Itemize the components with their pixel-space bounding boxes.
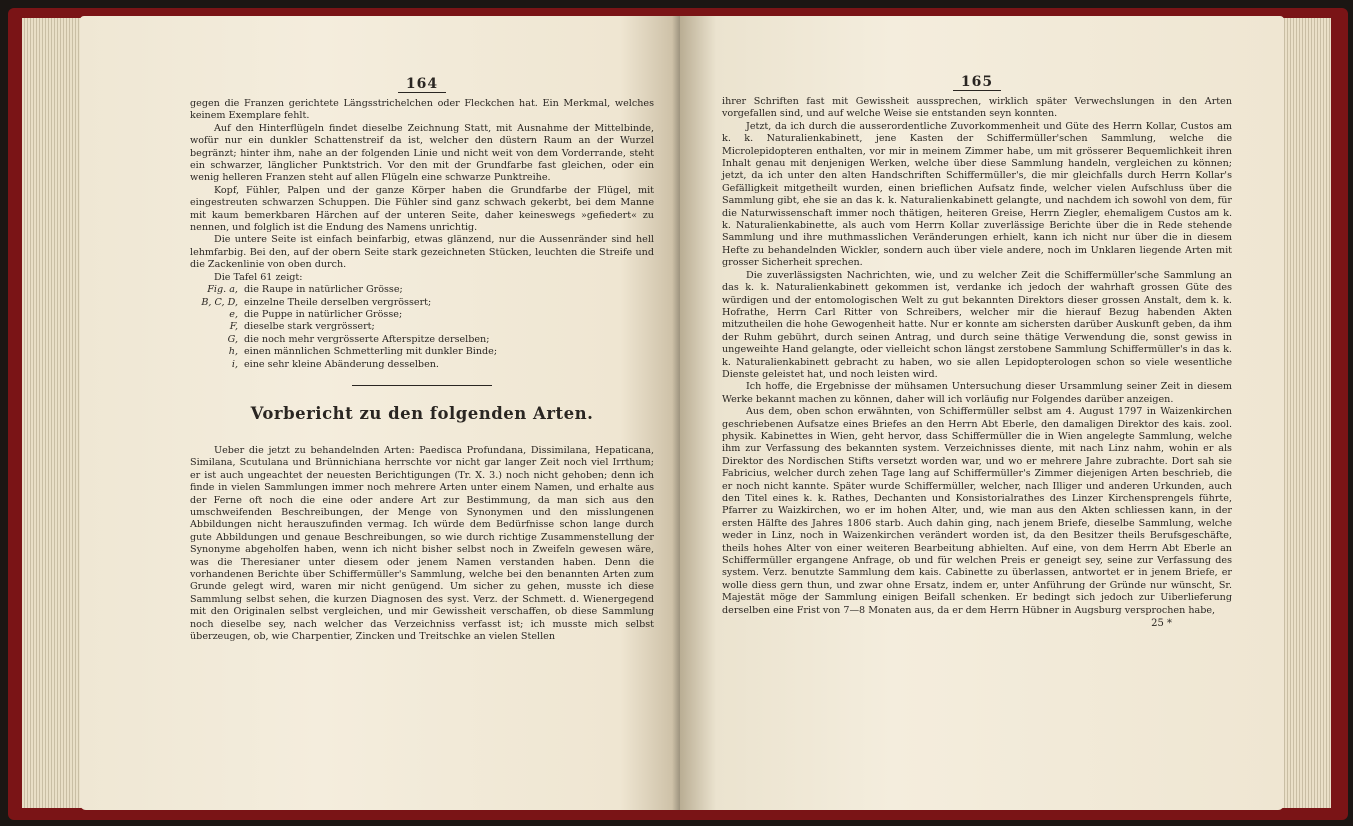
page-number: 164 <box>190 76 654 92</box>
paragraph: Aus dem, oben schon erwähnten, von Schiffermüller selbst am 4. August 1797 in Waizenkirchen geschriebenen Aufsatze eines Briefes an den Herrn Abt Eberle, den damaligen Direktor des kais. zool. physik. Kabinettes in Wien, geht hervor, dass Schiffermüller die in Wien angelegte Sammlung, welche ihm zur Verfassung des bekannten system. Verzeichnisses diente, mit nach Linz nahm, wohin er als Direktor des Nordischen Stifts versetzt worden war, und wo er mehrere Jahre zubrachte. Dort sah sie Fabricius, welcher durch zehen Tage lang auf Schiffermüller's Zimmer diejenigen Arten beschrieb, die er noch nicht kannte. Später wurde Schiffermüller, welcher, nach Illiger und anderen Urkunden, auch den Titel eines k. k. Rathes, Dechanten und Konsistorialrathes des Linzer Kirchensprengels führte, Pfarrer zu Waizkirchen, wo er im hohen Alter, und, wie man aus den Akten schliessen kann, in der ersten Hälfte des Jahres 1806 starb. Auch dahin ging, nach jenem Briefe, dieselbe Sammlung, welche weder in Linz, noch in Waizenkirchen verändert worden ist, da den Besitzer theils Berufsgeschäfte, theils hohes Alter von einer weiteren Bearbeitung abhielten. Auf eine, von dem Herrn Abt Eberle an Schiffermüller ergangene Anfrage, ob und für welchen Preis er geneigt sey, seine zur Verfassung des system. Verz. benutzte Sammlung dem kais. Cabinette zu überlassen, antwortet er in jenem Briefe, er wolle diess gern thun, und zwar ohne Ersatz, indem er, unter Anführung der Gründe nur wünscht, Sr. Majestät möge der Sammlung einigen Beifall schenken. Er bedingt sich jedoch zur Uiberlieferung derselben eine Frist von 7—8 Monaten aus, da er dem Herrn Hübner in Augsburg versprochen habe, <box>722 406 1232 616</box>
paragraph: Ich hoffe, die Ergebnisse der mühsamen Untersuchung dieser Ursammlung seiner Zeit in diesem Werke bekannt machen zu können, daher will ich vorläufig nur Folgendes darüber anzeigen. <box>722 381 1232 405</box>
paragraph: gegen die Franzen gerichtete Längsstrichelchen oder Fleckchen hat. Ein Merkmal, welches keinem Exemplare fehlt. <box>190 98 654 122</box>
divider <box>352 385 492 386</box>
figure-list <box>190 284 654 371</box>
figure-item: G, die noch mehr vergrösserte Afterspitze derselben; <box>227 333 490 345</box>
left-page <box>80 16 680 810</box>
paragraph: Jetzt, da ich durch die ausserordentliche Zuvorkommenheit und Güte des Herrn Kollar, Custos am k. k. Naturalienkabinett, jene Kasten der Schiffermüller'schen Sammlung, welche die Microlepidopteren enthalten, vor mir in meinem Zimmer habe, um mit grösserer Bequemlichkeit ihren Inhalt genau mit denjenigen Werken, welche über diese Sammlung handeln, vergleichen zu können; jetzt, da ich unter den alten Handschriften Schiffermüller's, die mir gleichfalls durch Herrn Kollar's Gefälligkeit mitgetheilt wurden, einen brieflichen Aufsatz finde, welcher vielen Aufschluss über die Sammlung gibt, ehe sie an das k. k. Naturalienkabinett gelangte, und nachdem ich sowohl von dem, für die Naturwissenschaft immer noch thätigen, heiteren Greise, Herrn Ziegler, ehemaligem Custos am k. k. Naturalienkabinette, als auch vom Herrn Kollar zuverlässige Berichte über die in Rede stehende Sammlung und ihre muthmasslichen Veränderungen erhielt, kann ich nicht nur über die in diesem Hefte zu behandelnden Wickler, sondern auch über viele andere, noch im Unklaren liegende Arten mit grosser Sicherheit sprechen. <box>722 120 1232 269</box>
paragraph: Auf den Hinterflügeln findet dieselbe Zeichnung Statt, mit Ausnahme der Mittelbinde, wofür nur ein dunkler Schattenstreif da ist, welcher den düstern Raum an der Wurzel begränzt; hinter ihm, nahe an der folgenden Linie und nicht weit von dem Vorderrande, steht ein schwarzer, länglicher Punktstrich. Vor den mit der Grundfarbe fast gleichen, oder ein wenig helleren Franzen steht auf allen Flügeln eine schwarze Punktreihe. <box>190 122 654 184</box>
section-heading: Vorbericht zu den folgenden Arten. <box>250 403 594 423</box>
figure-item: i, eine sehr kleine Abänderung desselben. <box>231 358 439 370</box>
left-page-text <box>190 98 654 643</box>
paragraph: Kopf, Fühler, Palpen und der ganze Körper haben die Grundfarbe der Flügel, mit eingestreuten schwarzen Schuppen. Die Fühler sind ganz schwach gekerbt, bei dem Manne mit kaum bemerkbaren Härchen auf der unteren Seite, daher keineswegs »gefiedert« zu nennen, und folglich ist die Endung des Namens unrichtig. <box>190 184 654 234</box>
right-page <box>680 16 1284 810</box>
figure-item: e, die Puppe in natürlicher Grösse; <box>229 308 403 320</box>
page-number: 165 <box>722 74 1232 90</box>
figure-item: F, dieselbe stark vergrössert; <box>229 321 375 333</box>
page-edges-right <box>1281 18 1331 808</box>
page-edges-left <box>22 18 82 808</box>
paragraph: Die zuverlässigsten Nachrichten, wie, und zu welcher Zeit die Schiffermüller'sche Sammlung an das k. k. Naturalienkabinett gekommen ist, verdanke ich jedoch der wahrhaft grossen Güte des würdigen und der entomologischen Welt zu gut bekannten Direktors dieser grossen Anstalt, dem k. k. Hofrathe, Herrn Carl Ritter von Schreibers, welcher mir die hierauf Bezug habenden Akten mitzutheilen die hohe Gewogenheit hatte. Nur er konnte am sichersten darüber Auskunft geben, da ihm der Ruhm gebührt, durch seinen Antrag, und durch seine thätige Verwendung die, sonst gewiss in ungeweihte Hand gelangte, oder vielleicht schon längst zerstobene Sammlung Schiffermüller's in das k. k. Naturalienkabinett gebracht zu haben, wo sie allen Lepidopterologen schon so viele wesentliche Dienste geleistet hat, und noch leisten wird. <box>722 269 1232 380</box>
figure-item: B, C, D, einzelne Theile derselben vergrössert; <box>201 296 432 308</box>
paragraph: ihrer Schriften fast mit Gewissheit aussprechen, wirklich später Verwechslungen in den Arten vorgefallen sind, und auf welche Weise sie entstanden seyn konnten. <box>722 96 1232 120</box>
figure-item: h, einen männlichen Schmetterling mit dunkler Binde; <box>228 346 498 358</box>
paragraph: Ueber die jetzt zu behandelnden Arten: Paedisca Profundana, Dissimilana, Hepaticana, Similana, Scutulana und Brünnichiana herrschte vor nicht gar langer Zeit noch viel Irrthum; er ist auch ungeachtet der neuesten Berichtigungen (Tr. X. 3.) noch nicht gehoben; denn ich finde in vielen Sammlungen immer noch mehrere Arten unter einem Namen, und erhalte aus der Ferne oft noch die eine oder andere Art zur Bestimmung, da man sich aus den umschweifenden Beschreibungen, der Menge von Synonymen und den misslungenen Abbildungen nicht herauszufinden vermag. Ich würde dem Bedürfnisse schon lange durch gute Abbildungen und genaue Beschreibungen, so wie durch richtige Zusammenstellung der Synonyme abgeholfen haben, wenn ich nicht bisher selbst noch in Zweifeln gewesen wäre, was die Theresianer unter diesem oder jenem Namen verstanden haben. Denn die vorhandenen Berichte über Schiffermüller's Sammlung, welche bei den benannten Arten zum Grunde gelegt wird, waren mir nicht genügend. Um sicher zu gehen, musste ich diese Sammlung selbst sehen, die kurzen Diagnosen des syst. Verz. der Schmett. d. Wienergegend mit den Originalen selbst vergleichen, und mir Gewissheit verschaffen, ob diese Sammlung noch dieselbe sey, nach welcher das Verzeichniss verfasst ist; ich musste mich selbst überzeugen, ob, wie Charpentier, Zincken und Treitschke an vielen Stellen <box>190 444 654 643</box>
paragraph: Die untere Seite ist einfach beinfarbig, etwas glänzend, nur die Aussenränder sind hell lehmfarbig. Bei den, auf der obern Seite stark gezeichneten Stücken, leuchten die Streife und die Zackenlinie von oben durch. <box>190 234 654 271</box>
figure-item: Fig. a, die Raupe in natürlicher Grösse; <box>207 284 403 296</box>
plate-caption: Die Tafel 61 zeigt: <box>214 271 303 283</box>
right-page-text <box>722 96 1232 629</box>
signature-mark: 25 * <box>1151 618 1172 630</box>
